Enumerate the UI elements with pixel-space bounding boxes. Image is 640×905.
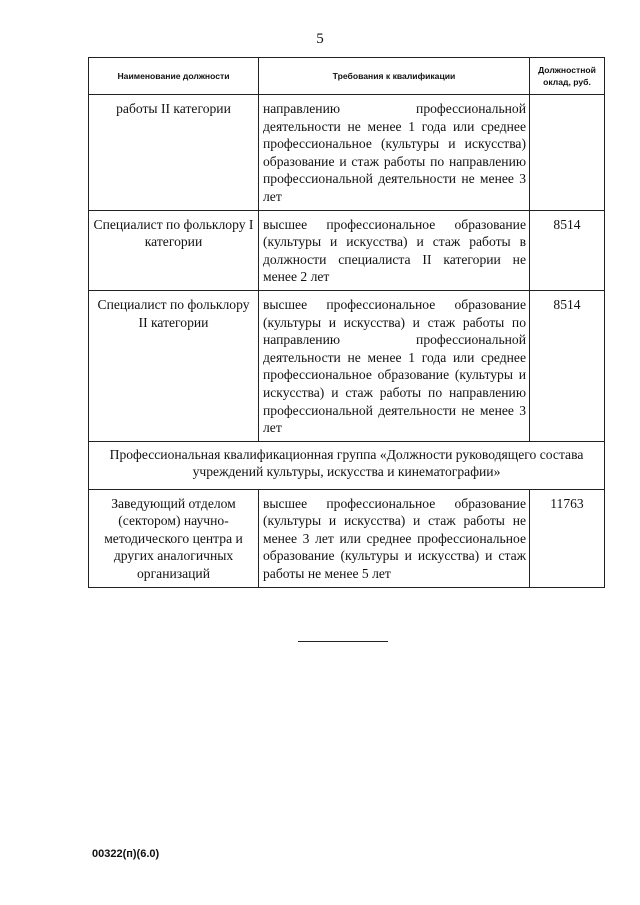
- salary-cell: 11763: [530, 489, 605, 587]
- salary-cell: 8514: [530, 290, 605, 441]
- requirements-cell: высшее профессиональное образование (культуры и искусства) и стаж работы в должности специалиста II категории не менее 2 лет: [259, 210, 530, 290]
- header-requirements: Требования к квалификации: [259, 58, 530, 95]
- position-cell: работы II категории: [89, 95, 259, 211]
- table-header-row: [89, 58, 605, 95]
- header-salary: Должностной оклад, руб.: [530, 58, 605, 95]
- table-row: [89, 290, 605, 441]
- salary-cell: [530, 95, 605, 211]
- position-cell: Специалист по фольклору I категории: [89, 210, 259, 290]
- requirements-cell: высшее профессиональное образование (культуры и искусства) и стаж работы не менее 3 лет или среднее профессиональное образование (культуры и искусства) и стаж работы не менее 5 лет: [259, 489, 530, 587]
- salary-cell: 8514: [530, 210, 605, 290]
- qualification-table: [88, 57, 605, 588]
- group-row: [89, 441, 605, 489]
- group-title: Профессиональная квалификационная группа «Должности руководящего состава учреждений культуры, искусства и кинематографии»: [89, 441, 605, 489]
- document-code: 00322(п)(6.0): [92, 848, 160, 860]
- table-row: [89, 489, 605, 587]
- requirements-cell: высшее профессиональное образование (культуры и искусства) и стаж работы по направлению профессиональной деятельности не менее 1 года или среднее профессиональное образование (культуры и искусства) и стаж работы по направлению профессиональной деятельности не менее 3 лет: [259, 290, 530, 441]
- end-divider-line: [298, 641, 388, 642]
- requirements-cell: направлению профессиональной деятельности не менее 1 года или среднее профессиональное (культуры и искусства) образование и стаж работы по направлению профессиональной деятельности не менее 3 лет: [259, 95, 530, 211]
- table-row: [89, 210, 605, 290]
- header-position: Наименование должности: [89, 58, 259, 95]
- position-cell: Заведующий отделом (сектором) научно-методического центра и других аналогичных организаций: [89, 489, 259, 587]
- page-number: 5: [316, 31, 324, 47]
- table-row: [89, 95, 605, 211]
- position-cell: Специалист по фольклору II категории: [89, 290, 259, 441]
